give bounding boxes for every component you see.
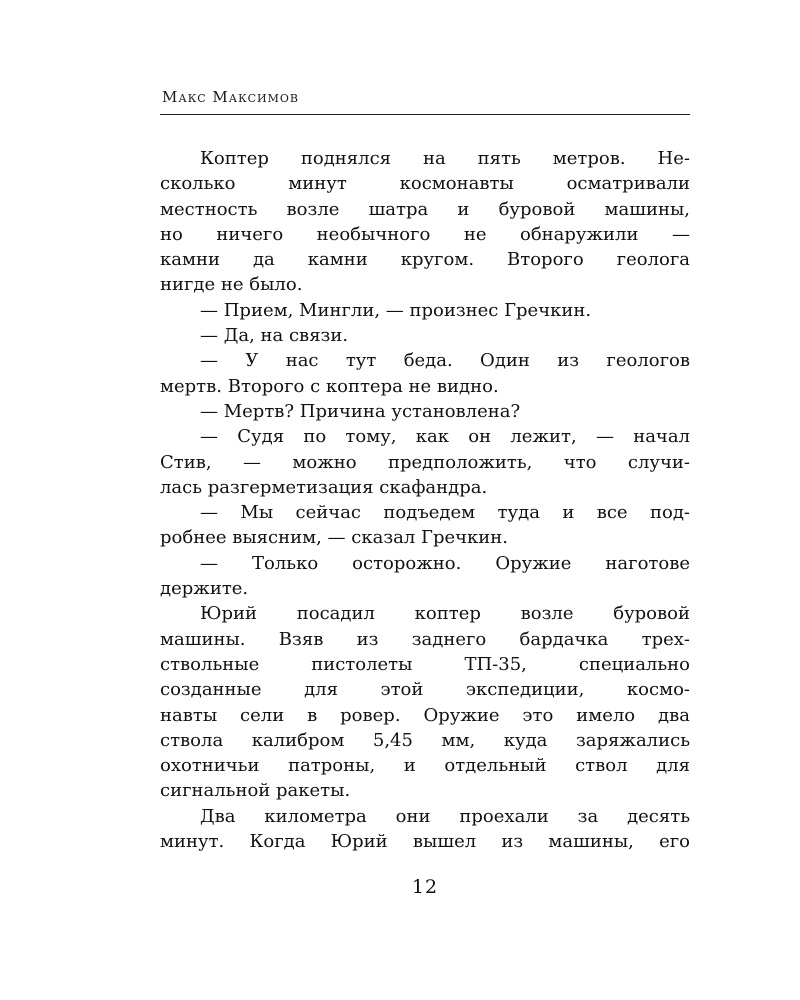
text-line: созданные для этой экспедиции, космо- (160, 679, 690, 701)
body-text (160, 146, 690, 854)
text-line: — Прием, Мингли, — произнес Гречкин. (200, 299, 592, 321)
running-head-author: Макс Максимов (162, 88, 299, 106)
text-line: машины. Взяв из заднего бардачка трех- (160, 628, 690, 650)
header-rule (160, 114, 690, 115)
text-line: — Мертв? Причина установлена? (200, 400, 521, 422)
text-line: но ничего необычного не обнаружили — (160, 223, 690, 245)
text-line: держите. (160, 578, 249, 600)
text-line: навты сели в ровер. Оружие это имело два (160, 704, 690, 726)
text-line: Два километра они проехали за десять (200, 805, 690, 827)
text-line: камни да камни кругом. Второго геолога (160, 249, 690, 271)
text-line: — Мы сейчас подъедем туда и все под- (200, 502, 690, 524)
text-line: ствола калибром 5,45 мм, куда заряжались (160, 729, 690, 751)
text-line: местность возле шатра и буровой машины, (160, 198, 690, 220)
text-line: робнее выясним, — сказал Гречкин. (160, 527, 509, 549)
text-line: — У нас тут беда. Один из геологов (200, 350, 690, 372)
page-number: 12 (411, 876, 439, 898)
text-line: сколько минут космонавты осматривали (160, 173, 690, 195)
text-line: нигде не было. (160, 274, 303, 296)
text-line: — Судя по тому, как он лежит, — начал (200, 426, 690, 448)
text-line: сигнальной ракеты. (160, 780, 351, 802)
text-line: охотничьи патроны, и отдельный ствол для (160, 755, 690, 777)
text-line: ствольные пистолеты ТП-35, специально (160, 653, 690, 675)
text-line: Стив, — можно предположить, что случи- (160, 451, 690, 473)
text-line: — Да, на связи. (200, 325, 349, 347)
text-line: Юрий посадил коптер возле буровой (200, 603, 690, 625)
text-line: минут. Когда Юрий вышел из машины, его (160, 831, 690, 853)
text-line: мертв. Второго с коптера не видно. (160, 375, 499, 397)
text-line: Коптер поднялся на пять метров. Не- (200, 148, 690, 169)
text-line: — Только осторожно. Оружие наготове (200, 552, 690, 574)
text-line: лась разгерметизация скафандра. (160, 476, 488, 498)
